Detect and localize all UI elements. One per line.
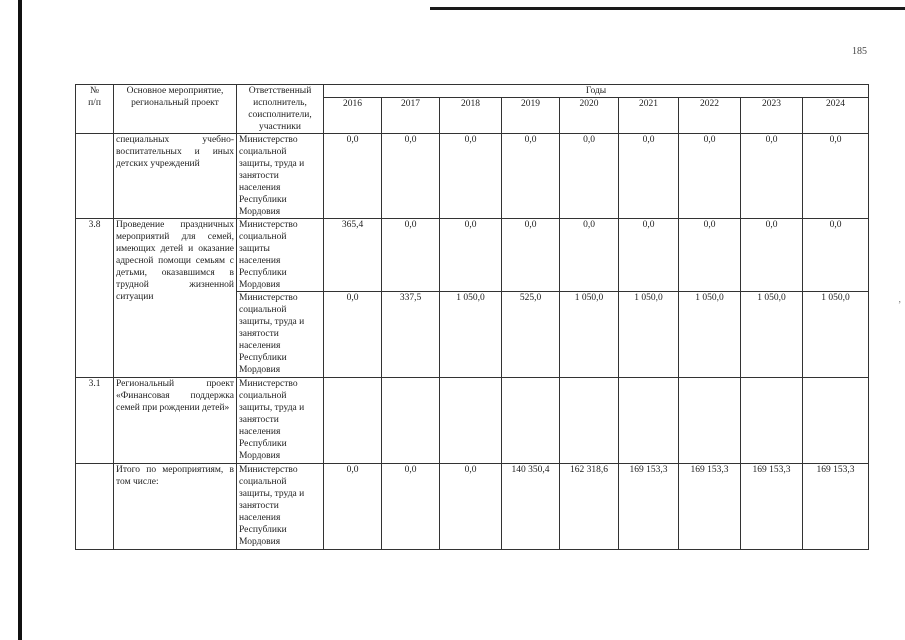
table-row bbox=[76, 134, 869, 219]
value-cell: 0,0 bbox=[803, 134, 869, 219]
row-number bbox=[76, 464, 114, 550]
value-cell: 0,0 bbox=[619, 134, 679, 219]
value-cell: 0,0 bbox=[619, 219, 679, 292]
value-cell bbox=[741, 378, 803, 464]
header-years: Годы bbox=[324, 85, 869, 98]
table-row bbox=[76, 464, 869, 550]
budget-table bbox=[75, 84, 869, 550]
value-cell: 0,0 bbox=[382, 219, 440, 292]
value-cell: 0,0 bbox=[324, 292, 382, 378]
value-cell: 0,0 bbox=[560, 219, 619, 292]
value-cell: 0,0 bbox=[679, 134, 741, 219]
value-cell: 525,0 bbox=[502, 292, 560, 378]
value-cell: 1 050,0 bbox=[803, 292, 869, 378]
value-cell: 0,0 bbox=[324, 464, 382, 550]
value-cell: 162 318,6 bbox=[560, 464, 619, 550]
table-row bbox=[76, 378, 869, 464]
header-executor: Ответственный исполнитель, соисполнители, участники bbox=[237, 85, 324, 134]
value-cell bbox=[803, 378, 869, 464]
header-year: 2016 bbox=[324, 98, 382, 134]
value-cell: 337,5 bbox=[382, 292, 440, 378]
value-cell: 365,4 bbox=[324, 219, 382, 292]
table-row bbox=[76, 219, 869, 292]
scan-edge-left bbox=[18, 0, 22, 640]
value-cell bbox=[382, 378, 440, 464]
value-cell: 0,0 bbox=[560, 134, 619, 219]
value-cell: 169 153,3 bbox=[619, 464, 679, 550]
scan-mark: ’ bbox=[898, 300, 902, 311]
value-cell: 1 050,0 bbox=[741, 292, 803, 378]
row-number: 3.8 bbox=[76, 219, 114, 378]
value-cell: 0,0 bbox=[324, 134, 382, 219]
value-cell: 0,0 bbox=[502, 134, 560, 219]
value-cell bbox=[560, 378, 619, 464]
value-cell: 0,0 bbox=[440, 464, 502, 550]
row-number: 3.1 bbox=[76, 378, 114, 464]
executor-cell: Министерство социальной защиты, труда и занятости населения Республики Мордовия bbox=[237, 378, 324, 464]
value-cell: 0,0 bbox=[382, 134, 440, 219]
value-cell bbox=[324, 378, 382, 464]
value-cell bbox=[679, 378, 741, 464]
header-year: 2024 bbox=[803, 98, 869, 134]
value-cell: 1 050,0 bbox=[440, 292, 502, 378]
value-cell bbox=[502, 378, 560, 464]
header-activity: Основное мероприятие, региональный проект bbox=[114, 85, 237, 134]
value-cell: 169 153,3 bbox=[803, 464, 869, 550]
value-cell bbox=[440, 378, 502, 464]
value-cell: 0,0 bbox=[382, 464, 440, 550]
header-row-1 bbox=[76, 85, 869, 98]
value-cell: 0,0 bbox=[679, 219, 741, 292]
activity-cell: Региональный проект «Финансовая поддержка семей при рождении детей» bbox=[114, 378, 237, 464]
activity-cell: специальных учебно-воспитательных и иных детских учреждений bbox=[114, 134, 237, 219]
header-year: 2019 bbox=[502, 98, 560, 134]
header-year: 2023 bbox=[741, 98, 803, 134]
value-cell: 0,0 bbox=[741, 219, 803, 292]
header-no: № п/п bbox=[76, 85, 114, 134]
value-cell bbox=[619, 378, 679, 464]
value-cell: 0,0 bbox=[440, 219, 502, 292]
value-cell: 169 153,3 bbox=[679, 464, 741, 550]
executor-cell: Министерство социальной защиты, труда и занятости населения Республики Мордовия bbox=[237, 134, 324, 219]
value-cell: 0,0 bbox=[741, 134, 803, 219]
activity-cell: Проведение праздничных мероприятий для семей, имеющих детей и оказание адресной помощи семьям с детьми, оказавшимся в трудной жизненной ситуации bbox=[114, 219, 237, 378]
activity-cell: Итого по мероприятиям, в том числе: bbox=[114, 464, 237, 550]
value-cell: 0,0 bbox=[502, 219, 560, 292]
value-cell: 1 050,0 bbox=[679, 292, 741, 378]
value-cell: 0,0 bbox=[803, 219, 869, 292]
executor-cell: Министерство социальной защиты населения Республики Мордовия bbox=[237, 219, 324, 292]
value-cell: 0,0 bbox=[440, 134, 502, 219]
executor-cell: Министерство социальной защиты, труда и занятости населения Республики Мордовия bbox=[237, 292, 324, 378]
scan-edge-top bbox=[430, 7, 905, 10]
value-cell: 1 050,0 bbox=[560, 292, 619, 378]
executor-cell: Министерство социальной защиты, труда и занятости населения Республики Мордовия bbox=[237, 464, 324, 550]
header-year: 2018 bbox=[440, 98, 502, 134]
page-number: 185 bbox=[852, 46, 867, 57]
header-year: 2017 bbox=[382, 98, 440, 134]
value-cell: 169 153,3 bbox=[741, 464, 803, 550]
value-cell: 1 050,0 bbox=[619, 292, 679, 378]
header-year: 2021 bbox=[619, 98, 679, 134]
header-year: 2022 bbox=[679, 98, 741, 134]
value-cell: 140 350,4 bbox=[502, 464, 560, 550]
row-number bbox=[76, 134, 114, 219]
header-year: 2020 bbox=[560, 98, 619, 134]
